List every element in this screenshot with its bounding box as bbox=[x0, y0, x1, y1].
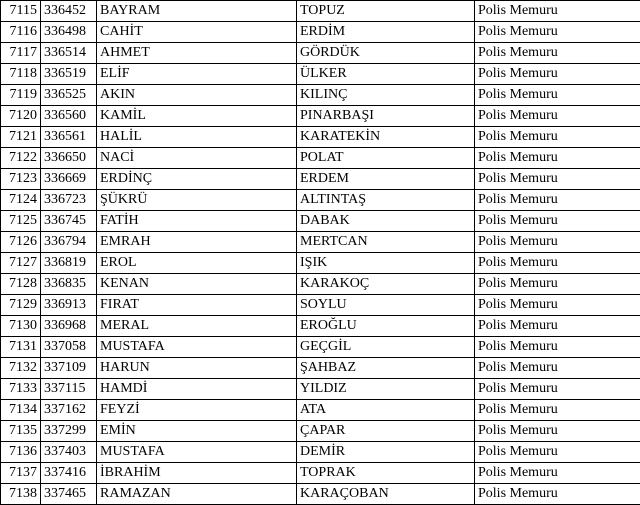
registry-id-cell: 337403 bbox=[41, 442, 97, 463]
surname-cell: PINARBAŞI bbox=[297, 106, 475, 127]
first-name-cell: MUSTAFA bbox=[97, 442, 297, 463]
table-row bbox=[1, 421, 640, 442]
registry-id-cell: 337109 bbox=[41, 358, 97, 379]
row-number-cell: 7135 bbox=[1, 421, 41, 442]
title-cell: Polis Memuru bbox=[475, 442, 640, 463]
row-number-cell: 7124 bbox=[1, 190, 41, 211]
title-cell: Polis Memuru bbox=[475, 148, 640, 169]
row-number-cell: 7119 bbox=[1, 85, 41, 106]
title-cell: Polis Memuru bbox=[475, 85, 640, 106]
table-row bbox=[1, 232, 640, 253]
registry-id-cell: 337058 bbox=[41, 337, 97, 358]
personnel-table-body bbox=[1, 1, 640, 505]
title-cell: Polis Memuru bbox=[475, 253, 640, 274]
title-cell: Polis Memuru bbox=[475, 295, 640, 316]
row-number-cell: 7130 bbox=[1, 316, 41, 337]
surname-cell: GEÇGİL bbox=[297, 337, 475, 358]
title-cell: Polis Memuru bbox=[475, 22, 640, 43]
first-name-cell: EMRAH bbox=[97, 232, 297, 253]
first-name-cell: HALİL bbox=[97, 127, 297, 148]
surname-cell: ALTINTAŞ bbox=[297, 190, 475, 211]
registry-id-cell: 336794 bbox=[41, 232, 97, 253]
registry-id-cell: 336514 bbox=[41, 43, 97, 64]
table-row bbox=[1, 127, 640, 148]
table-row bbox=[1, 274, 640, 295]
surname-cell: ŞAHBAZ bbox=[297, 358, 475, 379]
first-name-cell: CAHİT bbox=[97, 22, 297, 43]
first-name-cell: ŞÜKRÜ bbox=[97, 190, 297, 211]
table-row bbox=[1, 442, 640, 463]
row-number-cell: 7127 bbox=[1, 253, 41, 274]
registry-id-cell: 336669 bbox=[41, 169, 97, 190]
first-name-cell: NACİ bbox=[97, 148, 297, 169]
row-number-cell: 7118 bbox=[1, 64, 41, 85]
table-row bbox=[1, 400, 640, 421]
first-name-cell: KAMİL bbox=[97, 106, 297, 127]
registry-id-cell: 336835 bbox=[41, 274, 97, 295]
first-name-cell: AHMET bbox=[97, 43, 297, 64]
first-name-cell: ELİF bbox=[97, 64, 297, 85]
row-number-cell: 7137 bbox=[1, 463, 41, 484]
row-number-cell: 7116 bbox=[1, 22, 41, 43]
surname-cell: ÜLKER bbox=[297, 64, 475, 85]
surname-cell: DABAK bbox=[297, 211, 475, 232]
surname-cell: KILINÇ bbox=[297, 85, 475, 106]
surname-cell: POLAT bbox=[297, 148, 475, 169]
first-name-cell: EROL bbox=[97, 253, 297, 274]
first-name-cell: HARUN bbox=[97, 358, 297, 379]
table-row bbox=[1, 22, 640, 43]
title-cell: Polis Memuru bbox=[475, 43, 640, 64]
table-row bbox=[1, 1, 640, 22]
title-cell: Polis Memuru bbox=[475, 379, 640, 400]
surname-cell: KARAKOÇ bbox=[297, 274, 475, 295]
title-cell: Polis Memuru bbox=[475, 64, 640, 85]
surname-cell: GÖRDÜK bbox=[297, 43, 475, 64]
title-cell: Polis Memuru bbox=[475, 484, 640, 505]
surname-cell: SOYLU bbox=[297, 295, 475, 316]
surname-cell: MERTCAN bbox=[297, 232, 475, 253]
surname-cell: IŞIK bbox=[297, 253, 475, 274]
first-name-cell: FEYZİ bbox=[97, 400, 297, 421]
row-number-cell: 7133 bbox=[1, 379, 41, 400]
registry-id-cell: 337115 bbox=[41, 379, 97, 400]
registry-id-cell: 337299 bbox=[41, 421, 97, 442]
title-cell: Polis Memuru bbox=[475, 190, 640, 211]
registry-id-cell: 337465 bbox=[41, 484, 97, 505]
first-name-cell: FIRAT bbox=[97, 295, 297, 316]
registry-id-cell: 336525 bbox=[41, 85, 97, 106]
surname-cell: EROĞLU bbox=[297, 316, 475, 337]
table-row bbox=[1, 43, 640, 64]
registry-id-cell: 336498 bbox=[41, 22, 97, 43]
table-row bbox=[1, 253, 640, 274]
row-number-cell: 7126 bbox=[1, 232, 41, 253]
surname-cell: TOPRAK bbox=[297, 463, 475, 484]
table-row bbox=[1, 106, 640, 127]
registry-id-cell: 337162 bbox=[41, 400, 97, 421]
registry-id-cell: 336452 bbox=[41, 1, 97, 22]
row-number-cell: 7123 bbox=[1, 169, 41, 190]
title-cell: Polis Memuru bbox=[475, 274, 640, 295]
table-row bbox=[1, 148, 640, 169]
registry-id-cell: 337416 bbox=[41, 463, 97, 484]
title-cell: Polis Memuru bbox=[475, 316, 640, 337]
title-cell: Polis Memuru bbox=[475, 232, 640, 253]
table-row bbox=[1, 64, 640, 85]
table-row bbox=[1, 316, 640, 337]
first-name-cell: EMİN bbox=[97, 421, 297, 442]
table-row bbox=[1, 358, 640, 379]
surname-cell: ERDİM bbox=[297, 22, 475, 43]
surname-cell: ERDEM bbox=[297, 169, 475, 190]
registry-id-cell: 336723 bbox=[41, 190, 97, 211]
title-cell: Polis Memuru bbox=[475, 358, 640, 379]
registry-id-cell: 336650 bbox=[41, 148, 97, 169]
surname-cell: YILDIZ bbox=[297, 379, 475, 400]
first-name-cell: MUSTAFA bbox=[97, 337, 297, 358]
table-row bbox=[1, 295, 640, 316]
surname-cell: TOPUZ bbox=[297, 1, 475, 22]
title-cell: Polis Memuru bbox=[475, 106, 640, 127]
first-name-cell: AKIN bbox=[97, 85, 297, 106]
registry-id-cell: 336560 bbox=[41, 106, 97, 127]
title-cell: Polis Memuru bbox=[475, 1, 640, 22]
row-number-cell: 7129 bbox=[1, 295, 41, 316]
row-number-cell: 7138 bbox=[1, 484, 41, 505]
table-row bbox=[1, 337, 640, 358]
title-cell: Polis Memuru bbox=[475, 400, 640, 421]
surname-cell: KARATEKİN bbox=[297, 127, 475, 148]
first-name-cell: RAMAZAN bbox=[97, 484, 297, 505]
row-number-cell: 7120 bbox=[1, 106, 41, 127]
title-cell: Polis Memuru bbox=[475, 421, 640, 442]
registry-id-cell: 336745 bbox=[41, 211, 97, 232]
row-number-cell: 7117 bbox=[1, 43, 41, 64]
table-row bbox=[1, 379, 640, 400]
row-number-cell: 7115 bbox=[1, 1, 41, 22]
title-cell: Polis Memuru bbox=[475, 127, 640, 148]
first-name-cell: İBRAHİM bbox=[97, 463, 297, 484]
row-number-cell: 7121 bbox=[1, 127, 41, 148]
first-name-cell: HAMDİ bbox=[97, 379, 297, 400]
surname-cell: ATA bbox=[297, 400, 475, 421]
surname-cell: DEMİR bbox=[297, 442, 475, 463]
registry-id-cell: 336819 bbox=[41, 253, 97, 274]
row-number-cell: 7134 bbox=[1, 400, 41, 421]
title-cell: Polis Memuru bbox=[475, 337, 640, 358]
first-name-cell: KENAN bbox=[97, 274, 297, 295]
table-row bbox=[1, 169, 640, 190]
first-name-cell: BAYRAM bbox=[97, 1, 297, 22]
registry-id-cell: 336913 bbox=[41, 295, 97, 316]
surname-cell: KARAÇOBAN bbox=[297, 484, 475, 505]
title-cell: Polis Memuru bbox=[475, 169, 640, 190]
first-name-cell: FATİH bbox=[97, 211, 297, 232]
table-row bbox=[1, 85, 640, 106]
row-number-cell: 7131 bbox=[1, 337, 41, 358]
row-number-cell: 7132 bbox=[1, 358, 41, 379]
title-cell: Polis Memuru bbox=[475, 211, 640, 232]
row-number-cell: 7122 bbox=[1, 148, 41, 169]
first-name-cell: MERAL bbox=[97, 316, 297, 337]
row-number-cell: 7125 bbox=[1, 211, 41, 232]
row-number-cell: 7136 bbox=[1, 442, 41, 463]
registry-id-cell: 336968 bbox=[41, 316, 97, 337]
table-row bbox=[1, 211, 640, 232]
first-name-cell: ERDİNÇ bbox=[97, 169, 297, 190]
registry-id-cell: 336561 bbox=[41, 127, 97, 148]
row-number-cell: 7128 bbox=[1, 274, 41, 295]
table-row bbox=[1, 190, 640, 211]
surname-cell: ÇAPAR bbox=[297, 421, 475, 442]
registry-id-cell: 336519 bbox=[41, 64, 97, 85]
title-cell: Polis Memuru bbox=[475, 463, 640, 484]
table-row bbox=[1, 463, 640, 484]
